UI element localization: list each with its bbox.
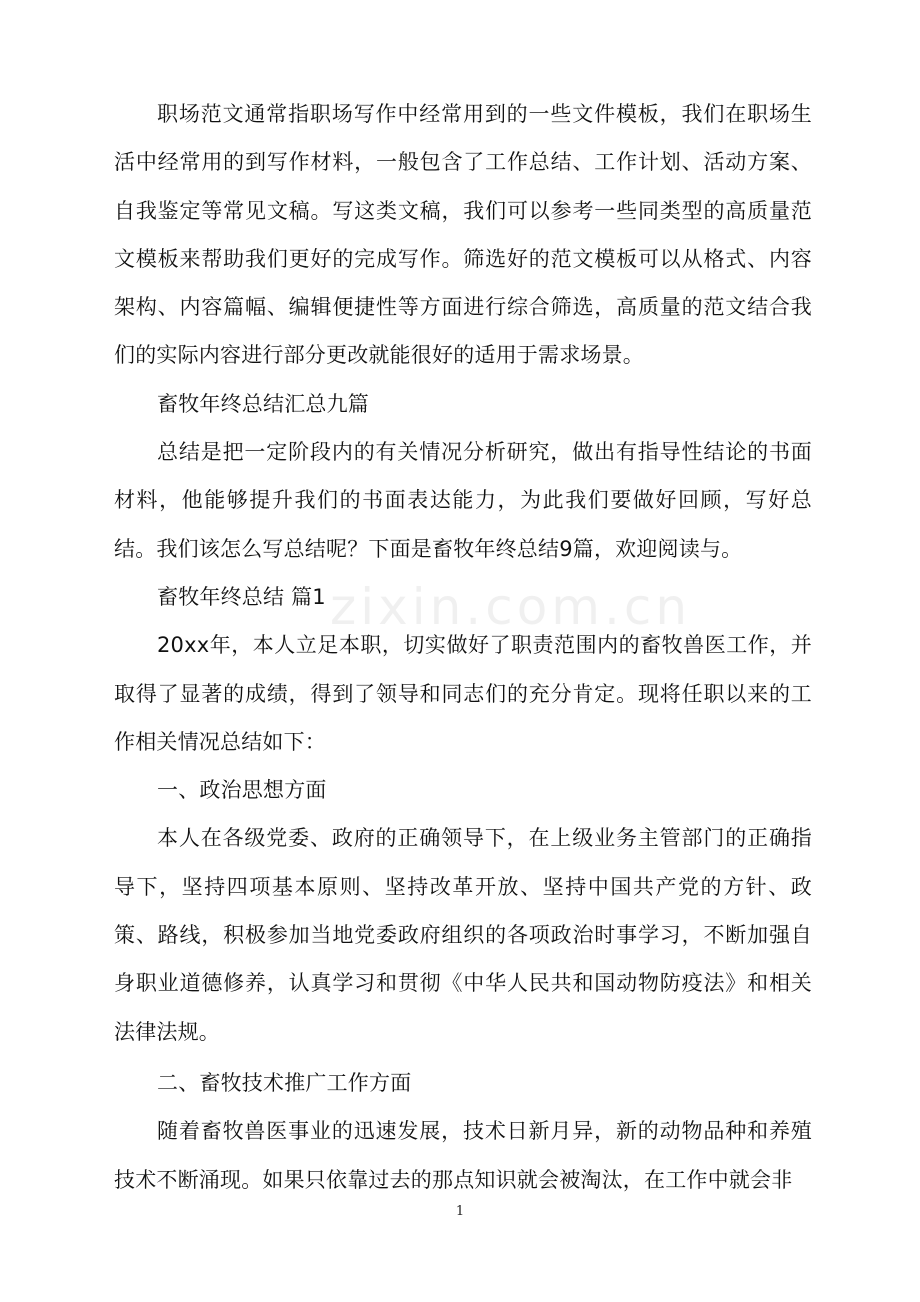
body-paragraph: 随着畜牧兽医事业的迅速发展，技术日新月异，新的动物品种和养殖技术不断涌现。如果只依靠过去的那点知识就会被淘汰，在工作中就会非	[114, 1119, 812, 1192]
section-heading-politics: 一、政治思想方面	[157, 778, 327, 803]
intro-paragraph: 职场范文通常指职场写作中经常用到的一些文件模板，我们在职场生活中经常用的到写作材料，一般包含了工作总结、工作计划、活动方案、自我鉴定等常见文稿。写这类文稿，我们可以参考一些同类型的高质量范文模板来帮助我们更好的完成写作。筛选好的范文模板可以从格式、内容架构、内容篇幅、编辑便捷性等方面进行综合筛选，高质量的范文结合我们的实际内容进行部分更改就能很好的适用于需求场景。	[114, 102, 812, 368]
section-heading-technology: 二、畜牧技术推广工作方面	[157, 1070, 412, 1095]
section-heading-part-1: 畜牧年终总结 篇1	[157, 584, 326, 609]
page-number: 1	[455, 1204, 465, 1219]
body-paragraph: 20xx年，本人立足本职，切实做好了职责范围内的畜牧兽医工作，并取得了显著的成绩，得到了领导和同志们的充分肯定。现将任职以来的工作相关情况总结如下：	[114, 633, 812, 754]
body-paragraph: 本人在各级党委、政府的正确领导下，在上级业务主管部门的正确指导下，坚持四项基本原则、坚持改革开放、坚持中国共产党的方针、政策、路线，积极参加当地党委政府组织的各项政治时事学习，不断加强自身职业道德修养，认真学习和贯彻《中华人民共和国动物防疫法》和相关法律法规。	[114, 826, 812, 1044]
summary-paragraph: 总结是把一定阶段内的有关情况分析研究，做出有指导性结论的书面材料，他能够提升我们的书面表达能力，为此我们要做好回顾，写好总结。我们该怎么写总结呢？下面是畜牧年终总结9篇，欢迎阅读与。	[114, 440, 812, 561]
document-title: 畜牧年终总结汇总九篇	[157, 391, 369, 416]
watermark: zixin.com.cn	[330, 578, 692, 636]
document-body	[114, 90, 812, 1204]
